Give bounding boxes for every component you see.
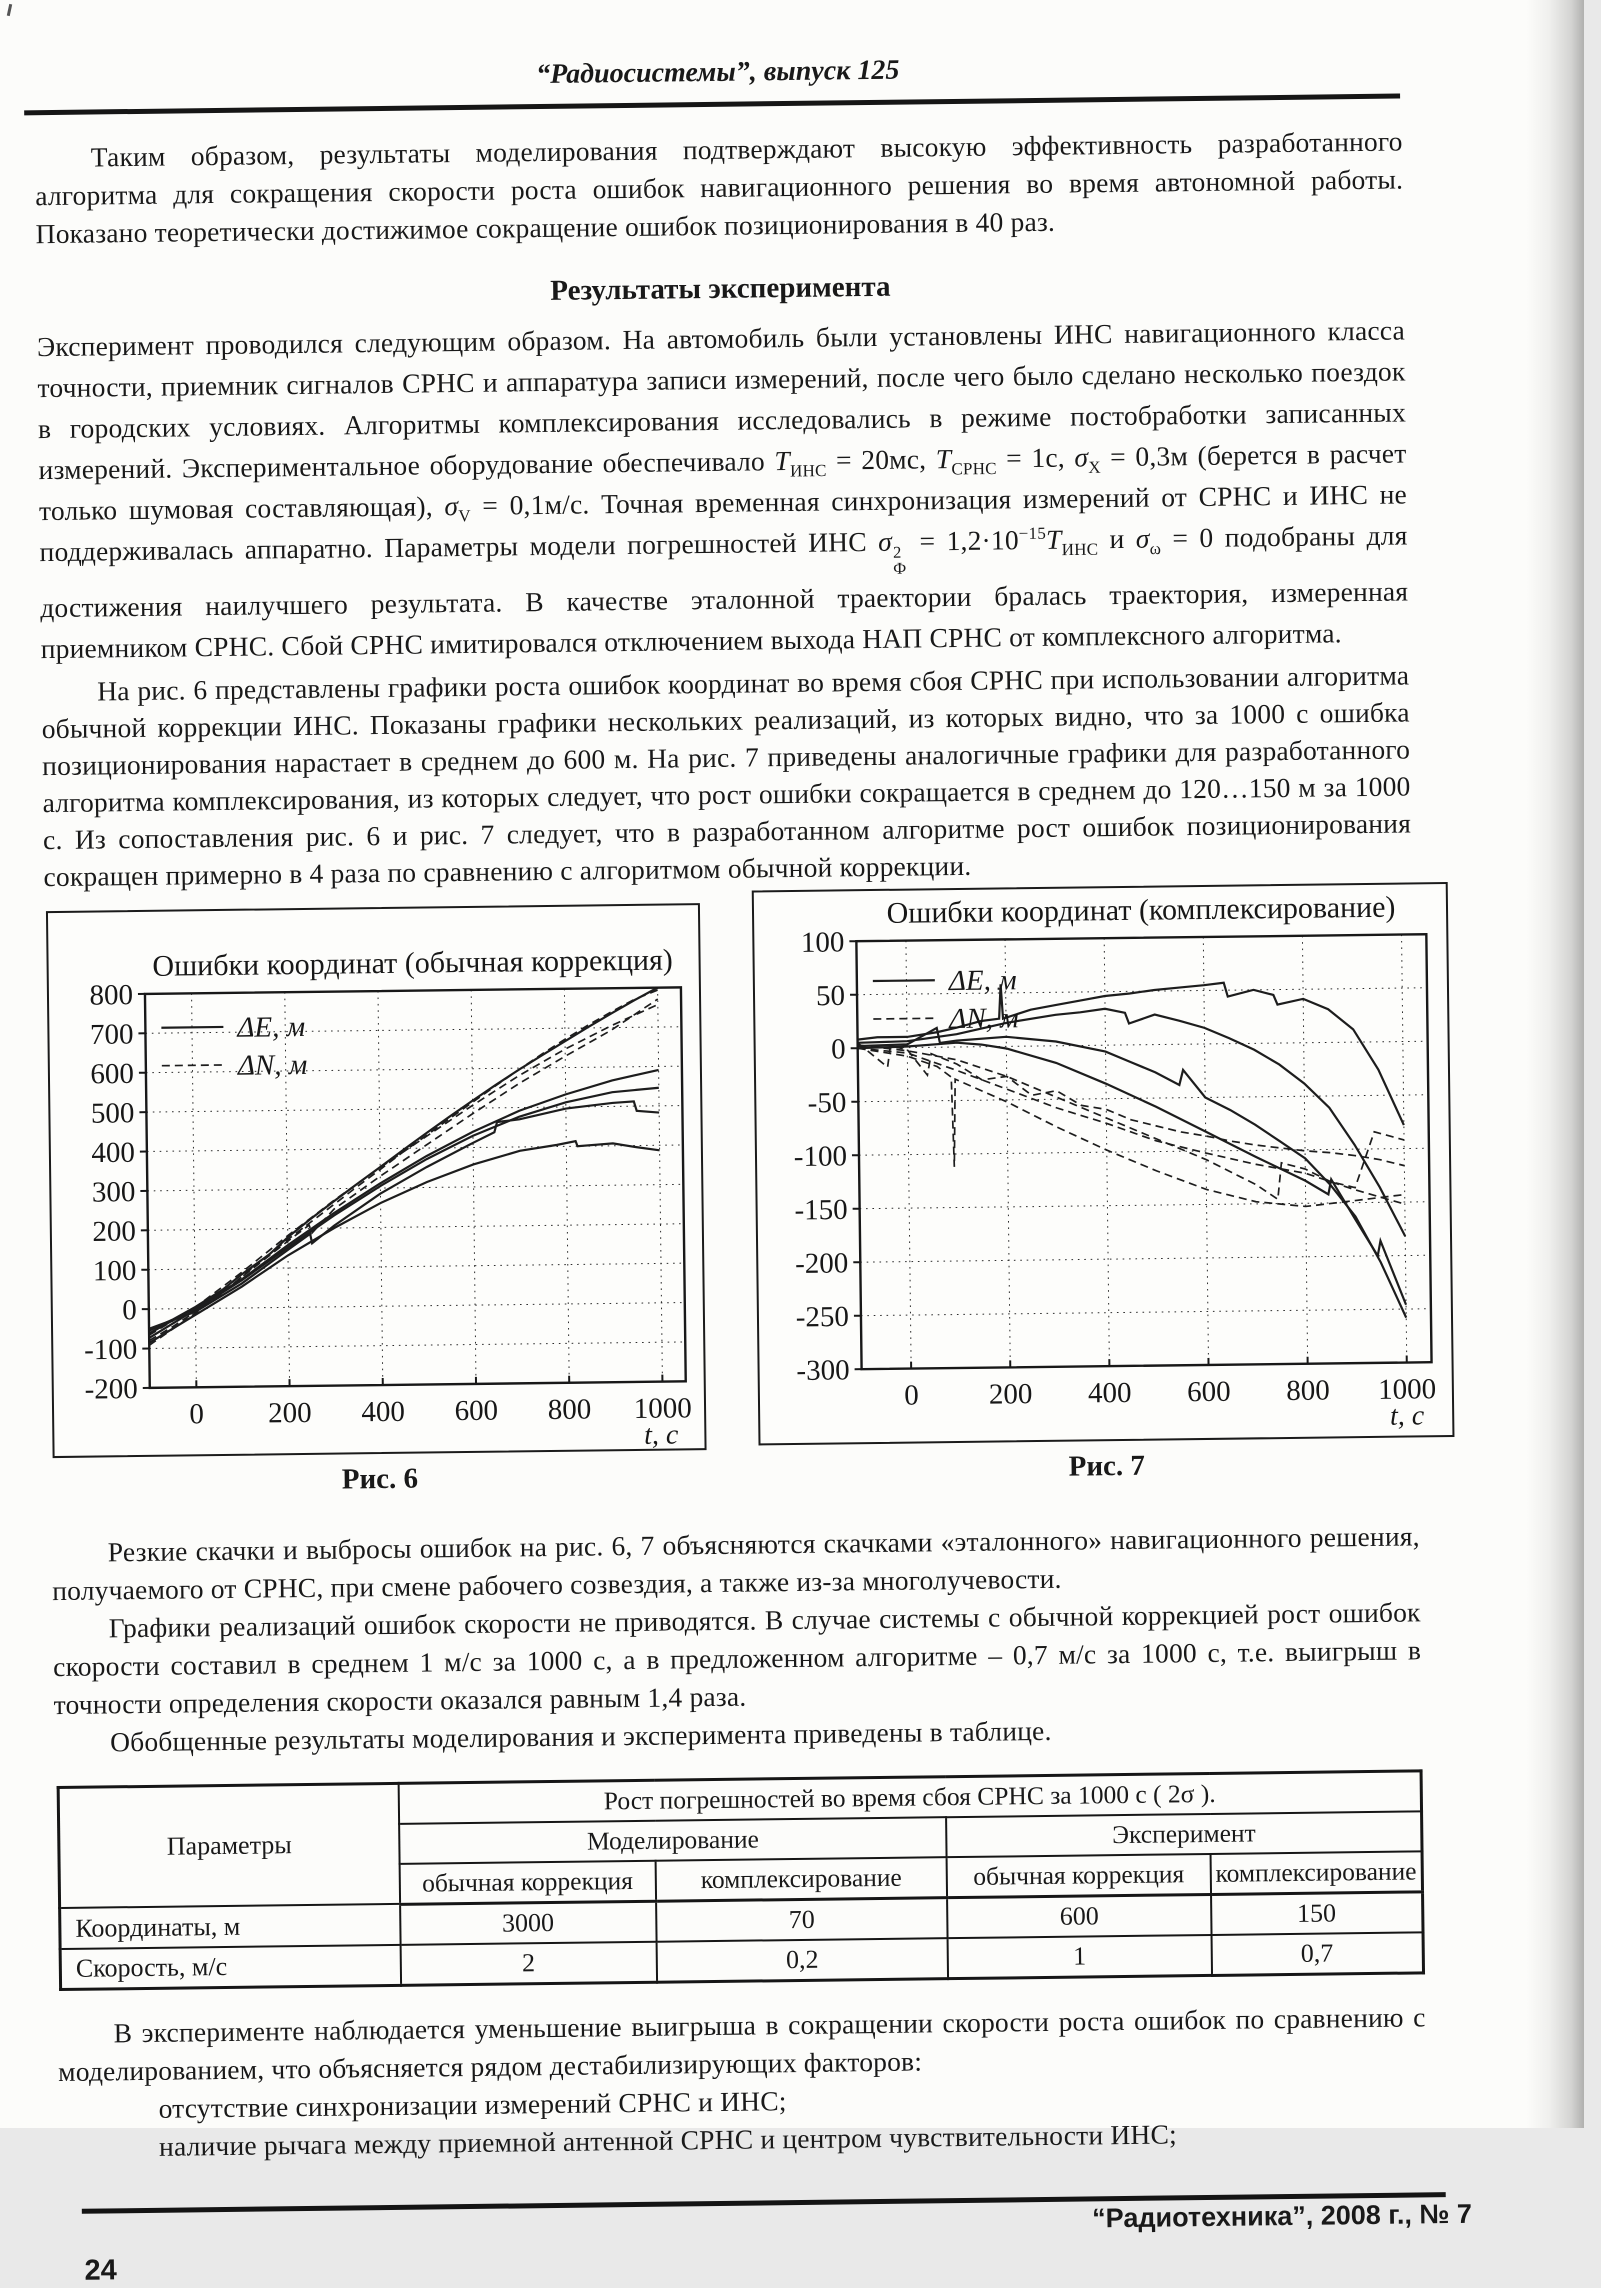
grid-line-y (149, 1342, 685, 1349)
paragraph-figures-intro: На рис. 6 представлены графики роста ошибок координат во время сбоя СРНС при использовании алгоритма обычной коррекции ИНС. Показаны графики нескольких реализаций, из которых видно, что за 1000 с ошибка позиционирования нарастает в среднем до 600 м. На рис. 7 приведены аналогичные графики для разработанного алгоритма комплексирования, из которых следует, что рост ошибки сокращается в среднем до 120…150 м за 1000 с. Из сопоставления рис. 6 и рис. 7 следует, что в разработанном алгоритме рост ошибок позиционирования сокращен примерно в 4 раза по сравнению с алгоритмом обычной коррекции. (41, 656, 1412, 895)
table-header-top: Рост погрешностей во время сбоя СРНС за 1000 с ( 2σ ). (398, 1771, 1421, 1824)
x-tick-label: 400 (1088, 1377, 1132, 1410)
footer-journal: “Радиотехника”, 2008 г., № 7 (1092, 2199, 1472, 2235)
legend-label: ΔN, м (948, 1002, 1019, 1035)
x-tick-label: 1000 (1378, 1373, 1436, 1406)
x-tick-label: 800 (1286, 1374, 1330, 1407)
grid-line-y (146, 1066, 682, 1073)
table-cell-value: 3000 (400, 1901, 656, 1945)
y-tick-label: 100 (93, 1255, 137, 1288)
figure-6-box (46, 903, 707, 1458)
table-subheader-3: обычная коррекция (947, 1854, 1211, 1898)
running-head: “Радиосистемы”, выпуск 125 (34, 48, 1402, 97)
figures-row (46, 894, 1458, 1500)
chart-series-line (145, 990, 662, 1341)
figure-7-caption: Рис. 7 (759, 1446, 1455, 1488)
table-cell-value: 1 (948, 1935, 1212, 1979)
y-tick-label: 0 (122, 1294, 137, 1326)
paragraph-velocity: Графики реализаций ошибок скорости не приводятся. В случае системы с обычной коррекцией рост ошибок скорости составил в среднем 1 м/с за 1000 с, а в предложенном алгоритме – 0,7 м/с за 1000 с, т.е. выигрыш в точности определения скорости оказался равным 1,4 раза. (52, 1593, 1421, 1724)
legend-line-sample (161, 1027, 223, 1028)
chart-series-line (857, 979, 1404, 1131)
formula-sigma-v: σ (444, 490, 458, 521)
y-tick-label: 800 (89, 979, 133, 1012)
grid-line-y (148, 1263, 684, 1270)
x-tick-label: 0 (189, 1398, 204, 1430)
x-tick-label: 800 (548, 1393, 592, 1426)
y-tick-label: 0 (831, 1033, 846, 1065)
y-tick-label: -100 (84, 1333, 138, 1366)
x-tick-label: 1000 (634, 1392, 692, 1425)
x-tick-label: 0 (904, 1379, 919, 1411)
chart-series-line (858, 1037, 1406, 1311)
grid-line-y (147, 1145, 683, 1152)
figure-6-caption: Рис. 6 (53, 1459, 707, 1500)
x-tick-label: 200 (268, 1397, 312, 1430)
table-subheader-2: комплексирование (655, 1857, 947, 1901)
legend-label: ΔN, м (237, 1049, 308, 1082)
section-heading: Результаты эксперимента (36, 264, 1404, 314)
figure-6 (46, 903, 707, 1500)
grid-line-y (148, 1224, 684, 1231)
y-tick-label: -150 (794, 1194, 848, 1227)
table-cell-value: 600 (947, 1894, 1211, 1938)
chart-series-line (147, 1140, 662, 1343)
table-cell-value: 70 (656, 1897, 948, 1941)
y-tick-label: 200 (92, 1215, 136, 1248)
paragraph-jumps: Резкие скачки и выбросы ошибок на рис. 6, 7 объясняются скачками «эталонного» навигационного решения, получаемого от СРНС, при смене рабочего созвездия, а также из-за многолучевости. (52, 1517, 1421, 1610)
x-tick-label: 400 (361, 1396, 405, 1429)
y-tick-label: -200 (795, 1247, 849, 1280)
chart-integration (754, 884, 1453, 1438)
table-subheader-1: обычная коррекция (399, 1861, 655, 1905)
table-subheader-4: комплексирование (1210, 1851, 1422, 1894)
list-item-sync: отсутствие синхронизации измерений СРНС и ИНС; (158, 2074, 1426, 2127)
header-rule (24, 94, 1400, 116)
legend-label: ΔE, м (948, 964, 1017, 997)
x-axis-label: t, с (644, 1419, 679, 1450)
chart-title: Ошибки координат (комплексирование) (886, 890, 1395, 929)
chart-series-line (146, 1088, 662, 1338)
x-tick-label: 200 (989, 1378, 1033, 1411)
chart-ordinary-correction (48, 905, 705, 1451)
paragraph-intro: Таким образом, результаты моделирования подтверждают высокую эффективность разработанного алгоритма для сокращения скорости роста ошибок навигационного решения во время автономной работы. Показано теоретически достижимое сокращение ошибок позиционирования в 40 раз. (35, 122, 1404, 253)
y-tick-label: 50 (816, 980, 845, 1012)
y-tick-label: 700 (90, 1018, 134, 1051)
grid-line-y (146, 1105, 682, 1112)
page-number: 24 (84, 2238, 1428, 2287)
scan-edge-shadow (1526, 0, 1584, 2128)
y-tick-label: -200 (84, 1373, 138, 1406)
y-tick-label: -50 (807, 1087, 846, 1119)
table-cell-value: 150 (1211, 1892, 1423, 1935)
y-tick-label: 500 (91, 1097, 135, 1130)
grid-line-y (861, 1308, 1431, 1315)
y-tick-label: -250 (796, 1301, 850, 1334)
legend-label: ΔE, м (236, 1011, 305, 1044)
grid-line-y (149, 1302, 685, 1309)
list-item-lever: наличие рычага между приемной антенной СРНС и центром чувствительности ИНС; (159, 2112, 1427, 2165)
plot-frame (856, 934, 1431, 1369)
y-tick-label: 100 (801, 926, 845, 959)
figure-7 (752, 882, 1455, 1487)
table-header-modeling: Моделирование (399, 1817, 947, 1864)
y-tick-label: 300 (92, 1176, 136, 1209)
table-cell-value: 0,2 (656, 1938, 948, 1982)
x-tick-label: 600 (1187, 1375, 1231, 1408)
table-cell-value: 0,7 (1211, 1932, 1423, 1975)
results-table (57, 1769, 1425, 1991)
formula-T-srns: T (936, 443, 952, 474)
table-cell-value: 2 (400, 1942, 656, 1986)
chart-series-line (146, 1101, 661, 1329)
chart-series-line (858, 1041, 1405, 1210)
formula-T-ins-2: T (1046, 524, 1062, 555)
y-tick-label: 600 (90, 1058, 134, 1091)
x-axis-label: t, с (1390, 1400, 1425, 1431)
y-tick-label: -300 (796, 1354, 850, 1387)
paragraph-experiment: Эксперимент проводился следующим образом. На автомобиль были установлены ИНС навигационного класса точности, приемник сигналов СРНС и аппаратура записи измерений, после чего было сделано несколько поездок в городских условиях. Алгоритмы комплексирования исследовались в режиме постобработки записанных измерений. Экспериментальное оборудование обеспечивало $T_{ИНС} = 20мс$, $T_{СРНС} = 1с$, $\sigma_X = 0,3м$ (берется в расчет только шумовая составляющая), $\sigma_V = 0,1м/с$. Точная временная синхронизация измерений от СРНС и ИНС не поддерживалась аппаратно. Параметры модели погрешностей ИНС σ 2 Ф = $1,2\cdot 10^{-15}T_{ИНС}$ и $\sigma_\omega = 0$ подобраны для достижения наилучшего результата. В качестве эталонной траектории бралась траектория, измеренная приемником СРНС. Сбой СРНС имитировался отключением выхода НАП СРНС от комплексного алгоритма. (37, 309, 1409, 668)
table-header-experiment: Эксперимент (946, 1811, 1422, 1857)
formula-sigma-omega: σ (1136, 523, 1150, 554)
x-tick-label: 600 (454, 1394, 498, 1427)
paragraph-table-intro: Обобщенные результаты моделирования и эксперимента приведены в таблице. (54, 1707, 1422, 1762)
table-cell-param: Координаты, м (60, 1904, 401, 1949)
formula-sigma-f: σ (878, 526, 892, 557)
y-tick-label: -100 (794, 1140, 848, 1173)
y-tick-label: 400 (91, 1136, 135, 1169)
legend-line-sample (873, 1018, 935, 1019)
chart-series-line (858, 1041, 1405, 1211)
legend-line-sample (873, 980, 935, 981)
formula-sigma-x: σ (1074, 441, 1088, 472)
figure-7-box (752, 882, 1455, 1445)
table-cell-param: Скорость, м/с (60, 1945, 401, 1990)
grid-line-y (860, 1255, 1430, 1262)
grid-line-y (859, 1148, 1429, 1155)
legend-line-sample (162, 1065, 224, 1066)
paragraph-conclusion: В эксперименте наблюдается уменьшение выигрыша в сокращении скорости роста ошибок по сравнению с моделированием, что объясняется рядом дестабилизирующих факторов: (57, 1998, 1426, 2091)
chart-title: Ошибки координат (обычная коррекция) (152, 943, 673, 982)
table-header-parameters: Параметры (58, 1783, 400, 1908)
formula-T-ins: T (774, 445, 790, 476)
